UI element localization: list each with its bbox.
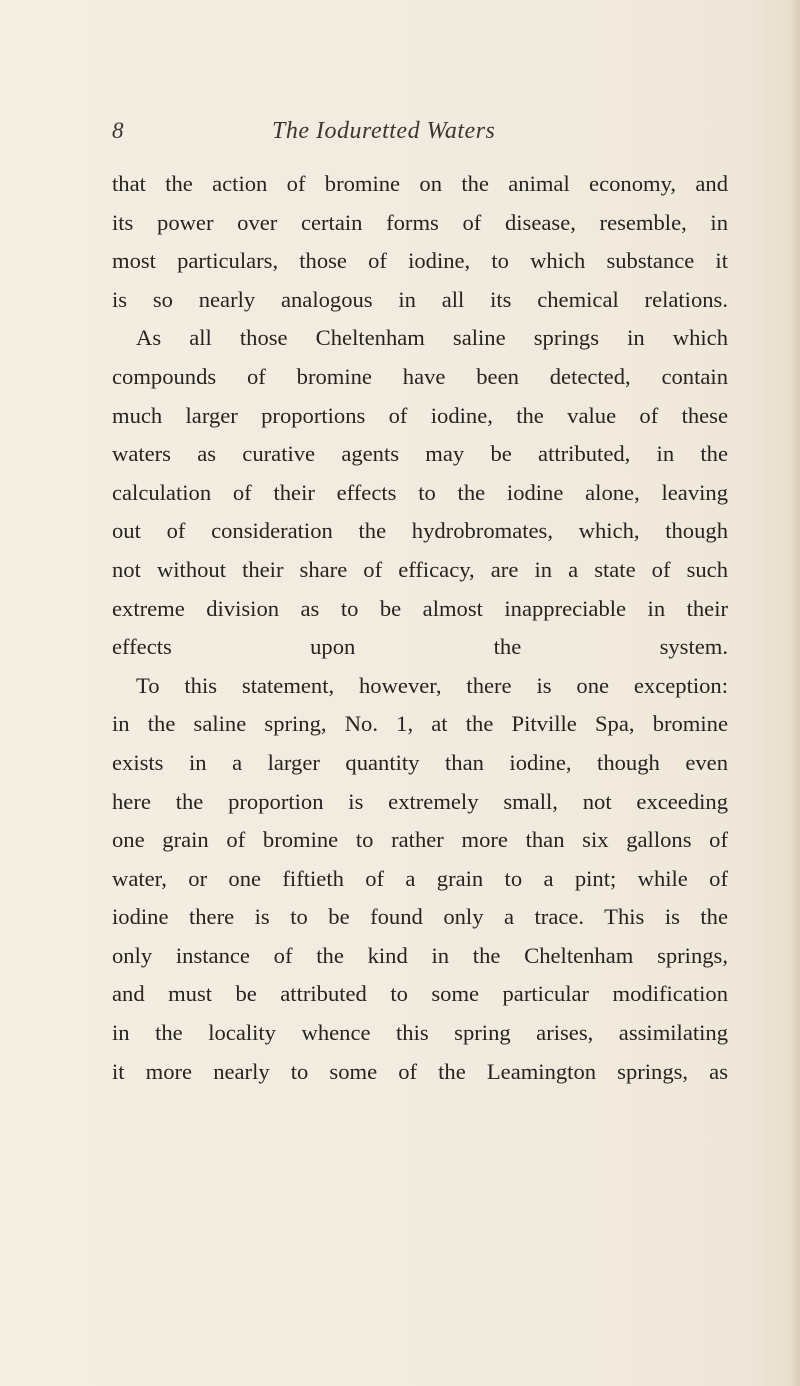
text-line: waters as curative agents may be attributed, in the <box>112 441 728 467</box>
text-line: calculation of their effects to the iodine alone, leaving <box>112 479 728 505</box>
text-line: and must be attributed to some particular modification <box>112 981 728 1007</box>
page-edge-shadow <box>790 0 800 1386</box>
text-line: in the saline spring, No. 1, at the Pitville Spa, bromine <box>112 711 728 737</box>
text-line: not without their share of efficacy, are in a state of such <box>112 556 728 582</box>
body-text <box>112 165 728 1091</box>
text-line: As all those Cheltenham saline springs in which <box>136 325 728 351</box>
text-line: its power over certain forms of disease, resemble, in <box>112 209 728 235</box>
text-line: that the action of bromine on the animal economy, and <box>112 171 728 196</box>
text-line: water, or one fiftieth of a grain to a pint; while of <box>112 865 728 891</box>
text-line: exists in a larger quantity than iodine, though even <box>112 749 728 775</box>
text-line: out of consideration the hydrobromates, which, though <box>112 518 728 544</box>
text-line: extreme division as to be almost inappreciable in their <box>112 595 728 621</box>
text-line: iodine there is to be found only a trace. This is the <box>112 904 728 930</box>
text-line: only instance of the kind in the Cheltenham springs, <box>112 942 728 968</box>
text-line: it more nearly to some of the Leamington springs, as <box>112 1058 728 1084</box>
text-line: is so nearly analogous in all its chemical relations. <box>112 286 728 312</box>
running-head <box>0 118 800 148</box>
text-line: compounds of bromine have been detected, contain <box>112 363 728 389</box>
text-line: here the proportion is extremely small, not exceeding <box>112 788 728 814</box>
text-line: one grain of bromine to rather more than six gallons of <box>112 827 728 853</box>
text-line: To this statement, however, there is one exception: <box>136 672 728 698</box>
page-number: 8 <box>112 118 124 143</box>
running-title: The Ioduretted Waters <box>272 118 496 144</box>
text-line: effects upon the system. <box>112 634 728 660</box>
text-line: much larger proportions of iodine, the value of these <box>112 402 728 428</box>
text-line: in the locality whence this spring arises, assimilating <box>112 1020 728 1046</box>
text-line: most particulars, those of iodine, to which substance it <box>112 248 728 274</box>
